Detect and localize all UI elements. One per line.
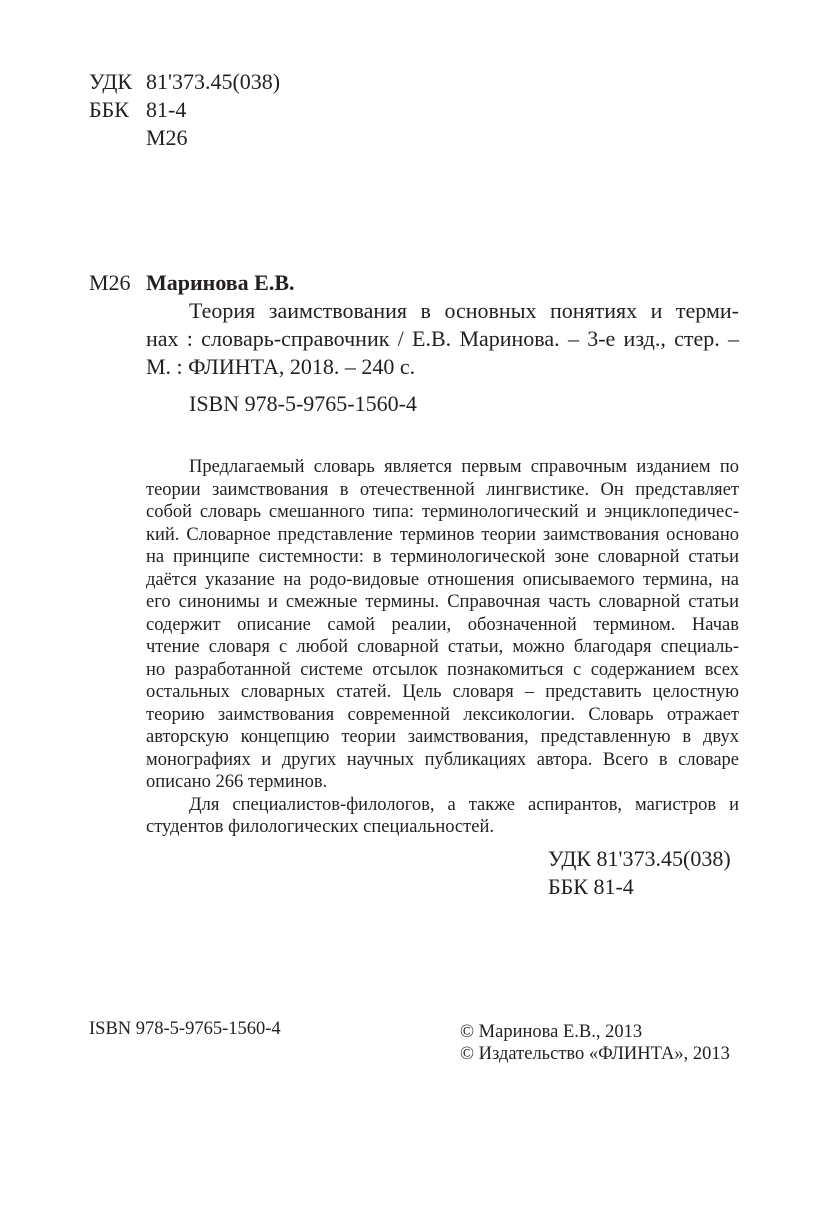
footer-isbn: ISBN 978-5-9765-1560-4 — [89, 1019, 281, 1039]
abstract-line: теории заимствования в отечественной лингвистике. Он представляет — [146, 479, 739, 500]
entry-title-line: нах : словарь-справочник / Е.В. Маринова. – 3-е изд., стер. – — [146, 326, 739, 351]
audience-line: студентов филологических специальностей. — [146, 817, 494, 837]
abstract-line: описано 266 терминов. — [146, 772, 328, 792]
abstract-line: монографиях и других научных публикациях автора. Всего в словаре — [146, 749, 739, 770]
abstract-line: на принципе системности: в терминологической зоне словарной статьи — [146, 547, 739, 567]
entry-author: Маринова Е.В. — [146, 270, 295, 295]
bbk-bottom: ББК 81-4 — [548, 874, 634, 899]
abstract-line: авторскую концепцию теории заимствования, представленную в двух — [146, 727, 739, 747]
bbk-label: ББК — [89, 97, 129, 122]
abstract — [146, 456, 739, 839]
entry-title — [146, 297, 739, 381]
udk-label: УДК — [89, 69, 133, 94]
abstract-line: кий. Словарное представление терминов теории заимствования основано — [146, 524, 739, 545]
abstract-line: но разработанной системе отсылок познакомиться с содержанием всех — [146, 659, 739, 680]
abstract-line: Предлагаемый словарь является первым справочным изданием по — [189, 457, 739, 477]
abstract-line: собой словарь смешанного типа: терминологический и энциклопедичес- — [146, 502, 739, 522]
abstract-line: чтение словаря с любой словарной статьи, можно благодаря специаль- — [146, 637, 739, 657]
copyright-publisher: © Издательство «ФЛИНТА», 2013 — [460, 1044, 730, 1064]
udk-bottom: УДК 81'373.45(038) — [548, 846, 731, 871]
copyright-author: © Маринова Е.В., 2013 — [460, 1022, 643, 1042]
audience-line: Для специалистов-филологов, а также аспирантов, магистров и — [189, 794, 739, 815]
abstract-line: содержит описание самой реалии, обозначенной термином. Начав — [146, 614, 739, 635]
entry-author-mark: М26 — [89, 270, 131, 295]
abstract-line: его синонимы и смежные термины. Справочная часть словарной статьи — [146, 592, 739, 612]
entry-isbn: ISBN 978-5-9765-1560-4 — [189, 391, 417, 416]
entry-title-line: М. : ФЛИНТА, 2018. – 240 с. — [146, 354, 416, 379]
abstract-line: теорию заимствования современной лексикологии. Словарь отражает — [146, 704, 739, 725]
entry-title-line: Теория заимствования в основных понятиях и терми- — [189, 298, 739, 323]
abstract-line: даётся указание на родо-видовые отношения описываемого термина, на — [146, 569, 739, 590]
author-mark: М26 — [146, 125, 188, 150]
abstract-line: остальных словарных статей. Цель словаря – представить целостную — [146, 682, 739, 702]
bbk-value: 81-4 — [146, 97, 187, 122]
udk-value: 81'373.45(038) — [146, 69, 281, 94]
